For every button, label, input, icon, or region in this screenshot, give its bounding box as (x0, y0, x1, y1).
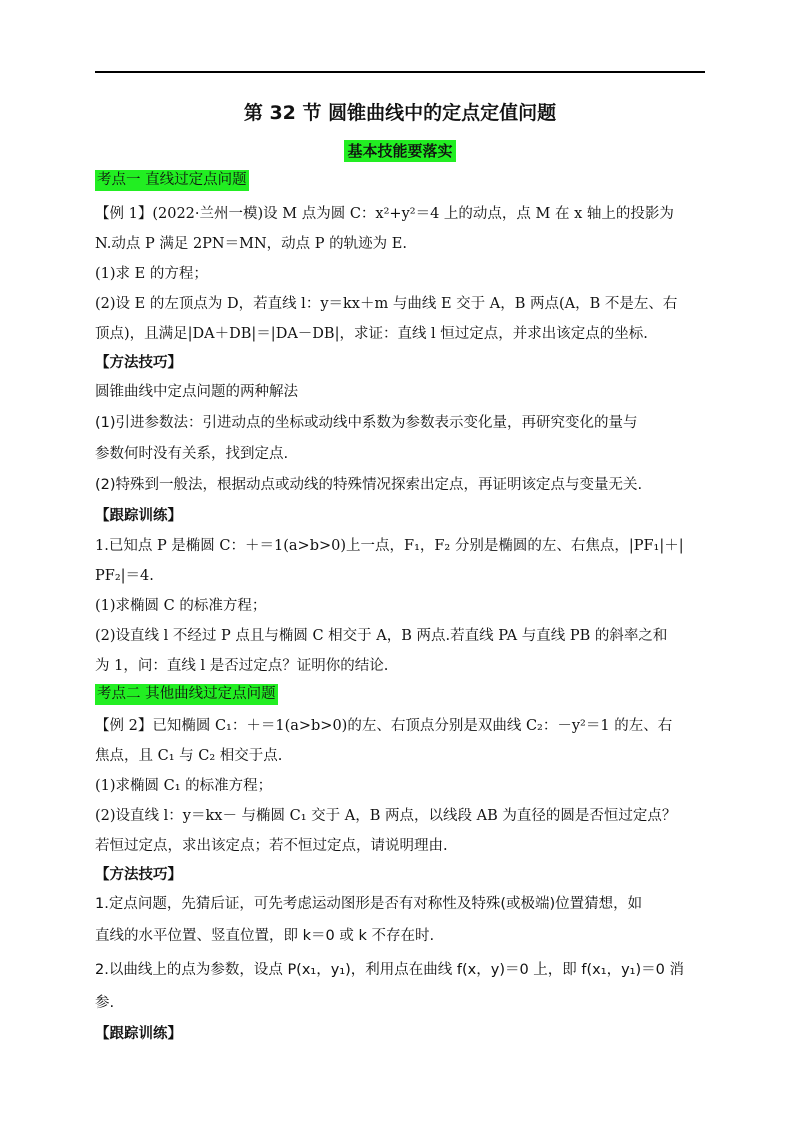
example-1-line: 顶点)，且满足|DA＋DB|＝|DA－DB|，求证：直线 l 恒过定点，并求出该定点的坐标. (95, 326, 648, 342)
method-2-line: 直线的水平位置、竖直位置，即 k＝0 或 k 不存在时. (95, 928, 435, 944)
example-2-line: (1)求椭圆 C₁ 的标准方程； (95, 778, 273, 794)
method-2-line: 1.定点问题，先猜后证，可先考虑运动图形是否有对称性及特殊(或极端)位置猜想，如 (95, 896, 643, 912)
training-1-line: (1)求椭圆 C 的标准方程； (95, 598, 267, 614)
method-1-line: 参数何时没有关系，找到定点. (95, 446, 289, 462)
example-2-line: 【例 2】已知椭圆 C₁：＋＝1(a>b>0)的左、右顶点分别是双曲线 C₂：－y²＝1 的左、右 (95, 718, 673, 734)
example-1-line: N.动点 P 满足 2PN＝MN，动点 P 的轨迹为 E. (95, 236, 407, 252)
example-2-line: 焦点，且 C₁ 与 C₂ 相交于点. (95, 748, 283, 764)
method-2-line: 2.以曲线上的点为参数，设点 P(x₁，y₁)，利用点在曲线 f(x，y)＝0 上，即 f(x₁，y₁)＝0 消 (95, 962, 684, 978)
header-rule (95, 71, 705, 73)
method-1-heading: 【方法技巧】 (95, 355, 182, 371)
example-2-line: 若恒过定点，求出该定点；若不恒过定点，请说明理由. (95, 838, 448, 854)
method-2-heading: 【方法技巧】 (95, 867, 182, 883)
training-1-line: (2)设直线 l 不经过 P 点且与椭圆 C 相交于 A，B 两点.若直线 PA 与直线 PB 的斜率之和 (95, 628, 668, 644)
training-1-line: 为 1，问：直线 l 是否过定点？证明你的结论. (95, 658, 389, 674)
method-1-line: (2)特殊到一般法，根据动点或动线的特殊情况探索出定点，再证明该定点与变量无关. (95, 477, 643, 493)
method-2-line: 参. (95, 995, 115, 1011)
method-1-line: 圆锥曲线中定点问题的两种解法 (95, 384, 298, 400)
example-1-line: 【例 1】(2022·兰州一模)设 M 点为圆 C：x²+y²＝4 上的动点，点 M 在 x 轴上的投影为 (95, 206, 674, 222)
training-1-line: 1.已知点 P 是椭圆 C：＋＝1(a>b>0)上一点，F₁，F₂ 分别是椭圆的左、右焦点，|PF₁|＋| (95, 538, 684, 554)
section-2-heading: 考点二 其他曲线过定点问题 (95, 684, 278, 705)
example-1-line: (2)设 E 的左顶点为 D，若直线 l：y＝kx＋m 与曲线 E 交于 A，B 两点(A，B 不是左、右 (95, 296, 678, 312)
method-1-line: (1)引进参数法：引进动点的坐标或动线中系数为参数表示变化量，再研究变化的量与 (95, 415, 638, 431)
training-1-line: PF₂|＝4. (95, 568, 154, 584)
section-1-heading: 考点一 直线过定点问题 (95, 170, 249, 191)
example-1-line: (1)求 E 的方程； (95, 266, 208, 282)
example-2-line: (2)设直线 l：y＝kx－ 与椭圆 C₁ 交于 A，B 两点，以线段 AB 为直径的圆是否恒过定点？ (95, 808, 677, 824)
subtitle-row (0, 140, 800, 162)
page-subtitle: 基本技能要落实 (344, 140, 455, 162)
training-1-heading: 【跟踪训练】 (95, 508, 182, 524)
page-title: 第 32 节 圆锥曲线中的定点定值问题 (243, 102, 557, 124)
training-2-heading: 【跟踪训练】 (95, 1026, 182, 1042)
